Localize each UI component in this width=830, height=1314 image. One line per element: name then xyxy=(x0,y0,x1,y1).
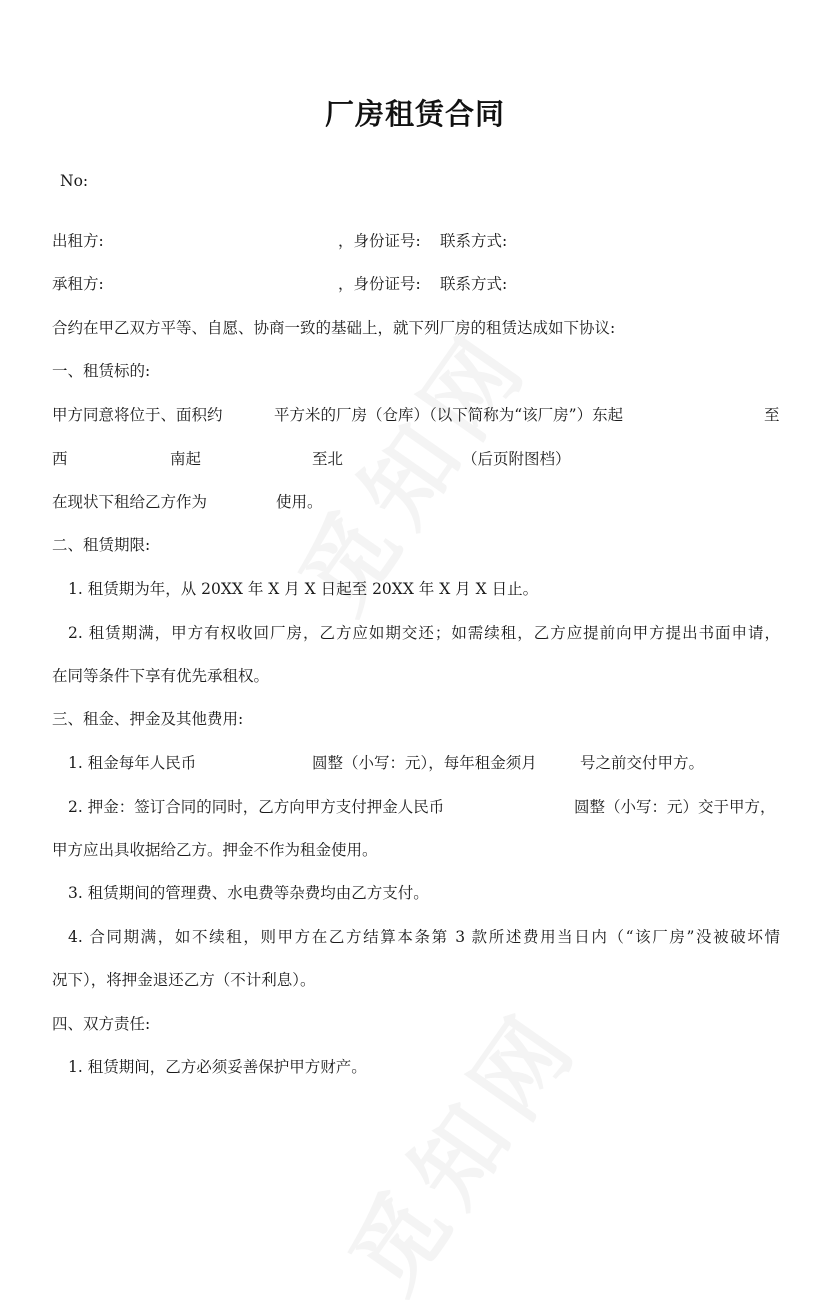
location-area-text: 甲方同意将位于、面积约 xyxy=(52,406,223,424)
section1-line3 xyxy=(52,491,780,513)
refund-item-line2: 况下），将押金退还乙方（不计利息）。 xyxy=(52,971,316,989)
refund-item-line1: 4. 合同期满，如不续租，则甲方在乙方结算本条第 3 款所述费用当日内（“该厂房”没被破坏情 xyxy=(68,928,780,946)
usage-suffix: 使用。 xyxy=(276,493,323,511)
section-heading: 三、租金、押金及其他费用: xyxy=(52,710,244,728)
contract-number-label: No: xyxy=(60,172,89,190)
attachment-note: （后页附图档） xyxy=(462,450,571,468)
document-title: 厂房租赁合同 xyxy=(324,97,505,131)
section-heading: 二、租赁期限: xyxy=(52,536,151,554)
responsibility-item: 1. 租赁期间，乙方必须妥善保护甲方财产。 xyxy=(68,1058,367,1076)
usage-prefix: 在现状下租给乙方作为 xyxy=(52,493,208,511)
watermark-mark xyxy=(314,978,605,1314)
rent-amount-text: 圆整（小写：元），每年租金须月 xyxy=(312,754,537,772)
section-heading: 四、双方责任: xyxy=(52,1015,151,1033)
renewal-item-line1: 2. 租赁期满，甲方有权收回厂房，乙方应如期交还；如需续租，乙方应提前向甲方提出书面申请， xyxy=(68,624,780,642)
lessee-contact-label: 联系方式: xyxy=(440,275,508,293)
lease-term-item: 1. 租赁期为年，从 20XX 年 X 月 X 日起至 20XX 年 X 月 X 日止。 xyxy=(68,580,539,598)
lessee-label: 承租方: xyxy=(52,275,104,293)
lessor-row xyxy=(52,230,792,252)
rent-due-text: 号之前交付甲方。 xyxy=(580,754,705,772)
section1-line1 xyxy=(52,404,780,426)
fees-item: 3. 租赁期间的管理费、水电费等杂费均由乙方支付。 xyxy=(68,884,429,902)
lessee-id-label: ，身份证号: xyxy=(338,275,421,293)
lessor-label: 出租方: xyxy=(52,232,104,250)
rent-prefix: 1. 租金每年人民币 xyxy=(68,754,197,772)
intro-paragraph: 合约在甲乙双方平等、自愿、协商一致的基础上，就下列厂房的租赁达成如下协议: xyxy=(52,319,616,337)
renewal-item-line2: 在同等条件下享有优先承租权。 xyxy=(52,667,270,685)
rent-item xyxy=(68,752,780,774)
north-to-label: 至北 xyxy=(312,450,344,468)
section1-line2 xyxy=(52,448,780,470)
lessor-contact-label: 联系方式: xyxy=(440,232,508,250)
south-from-label: 南起 xyxy=(170,450,202,468)
section-heading: 一、租赁标的: xyxy=(52,362,151,380)
deposit-item-line2: 甲方应出具收据给乙方。押金不作为租金使用。 xyxy=(52,841,378,859)
lessor-id-label: ，身份证号: xyxy=(338,232,421,250)
boundary-to-text: 至 xyxy=(764,406,780,424)
deposit-prefix: 2. 押金：签订合同的同时，乙方向甲方支付押金人民币 xyxy=(68,798,445,816)
deposit-item-line1 xyxy=(68,796,780,818)
deposit-amount-text: 圆整（小写：元）交于甲方， xyxy=(574,798,776,816)
west-label: 西 xyxy=(52,450,68,468)
lessee-row xyxy=(52,273,792,295)
area-description-text: 平方米的厂房（仓库）（以下简称为“该厂房”）东起 xyxy=(274,406,624,424)
